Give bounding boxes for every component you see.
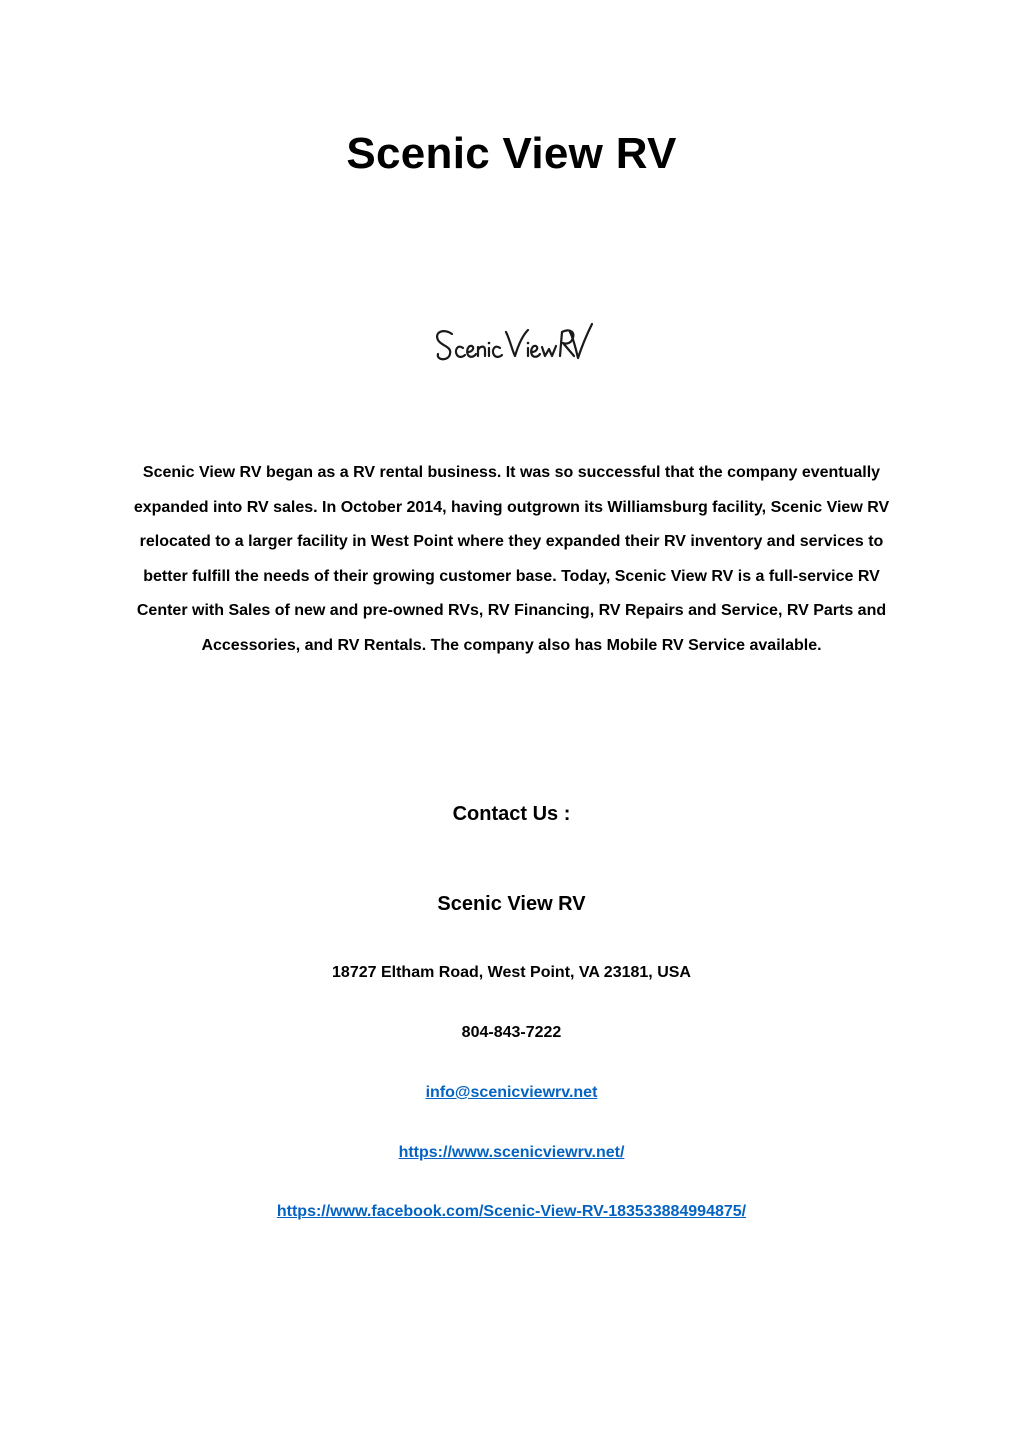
scenic-view-rv-script-logo-icon xyxy=(430,310,594,382)
website-link[interactable]: https://www.scenicviewrv.net/ xyxy=(398,1144,625,1161)
contact-website-line xyxy=(0,1142,1023,1164)
email-link[interactable]: info@scenicviewrv.net xyxy=(425,1084,598,1101)
intro-paragraph: Scenic View RV began as a RV rental business. It was so successful that the company eventually expanded into RV sales. In October 2014, having outgrown its Williamsburg facility, Scenic View RV relocated to a larger facility in West Point where they expanded their RV inventory and services to better fulfill the needs of their growing customer base. Today, Scenic View RV is a full-service RV Center with Sales of new and pre-owned RVs, RV Financing, RV Repairs and Service, RV Parts and Accessories, and RV Rentals. The company also has Mobile RV Service available. xyxy=(133,464,890,654)
contact-heading: Contact Us : xyxy=(452,803,571,825)
contact-phone: 804-843-7222 xyxy=(461,1024,562,1041)
page-title: Scenic View RV xyxy=(346,129,677,178)
contact-facebook-line xyxy=(0,1201,1023,1223)
contact-address: 18727 Eltham Road, West Point, VA 23181, USA xyxy=(332,964,691,981)
company-logo xyxy=(430,310,594,382)
contact-company-name: Scenic View RV xyxy=(437,893,586,915)
facebook-link[interactable]: https://www.facebook.com/Scenic-View-RV-183533884994875/ xyxy=(276,1203,747,1220)
contact-email-line xyxy=(0,1082,1023,1104)
